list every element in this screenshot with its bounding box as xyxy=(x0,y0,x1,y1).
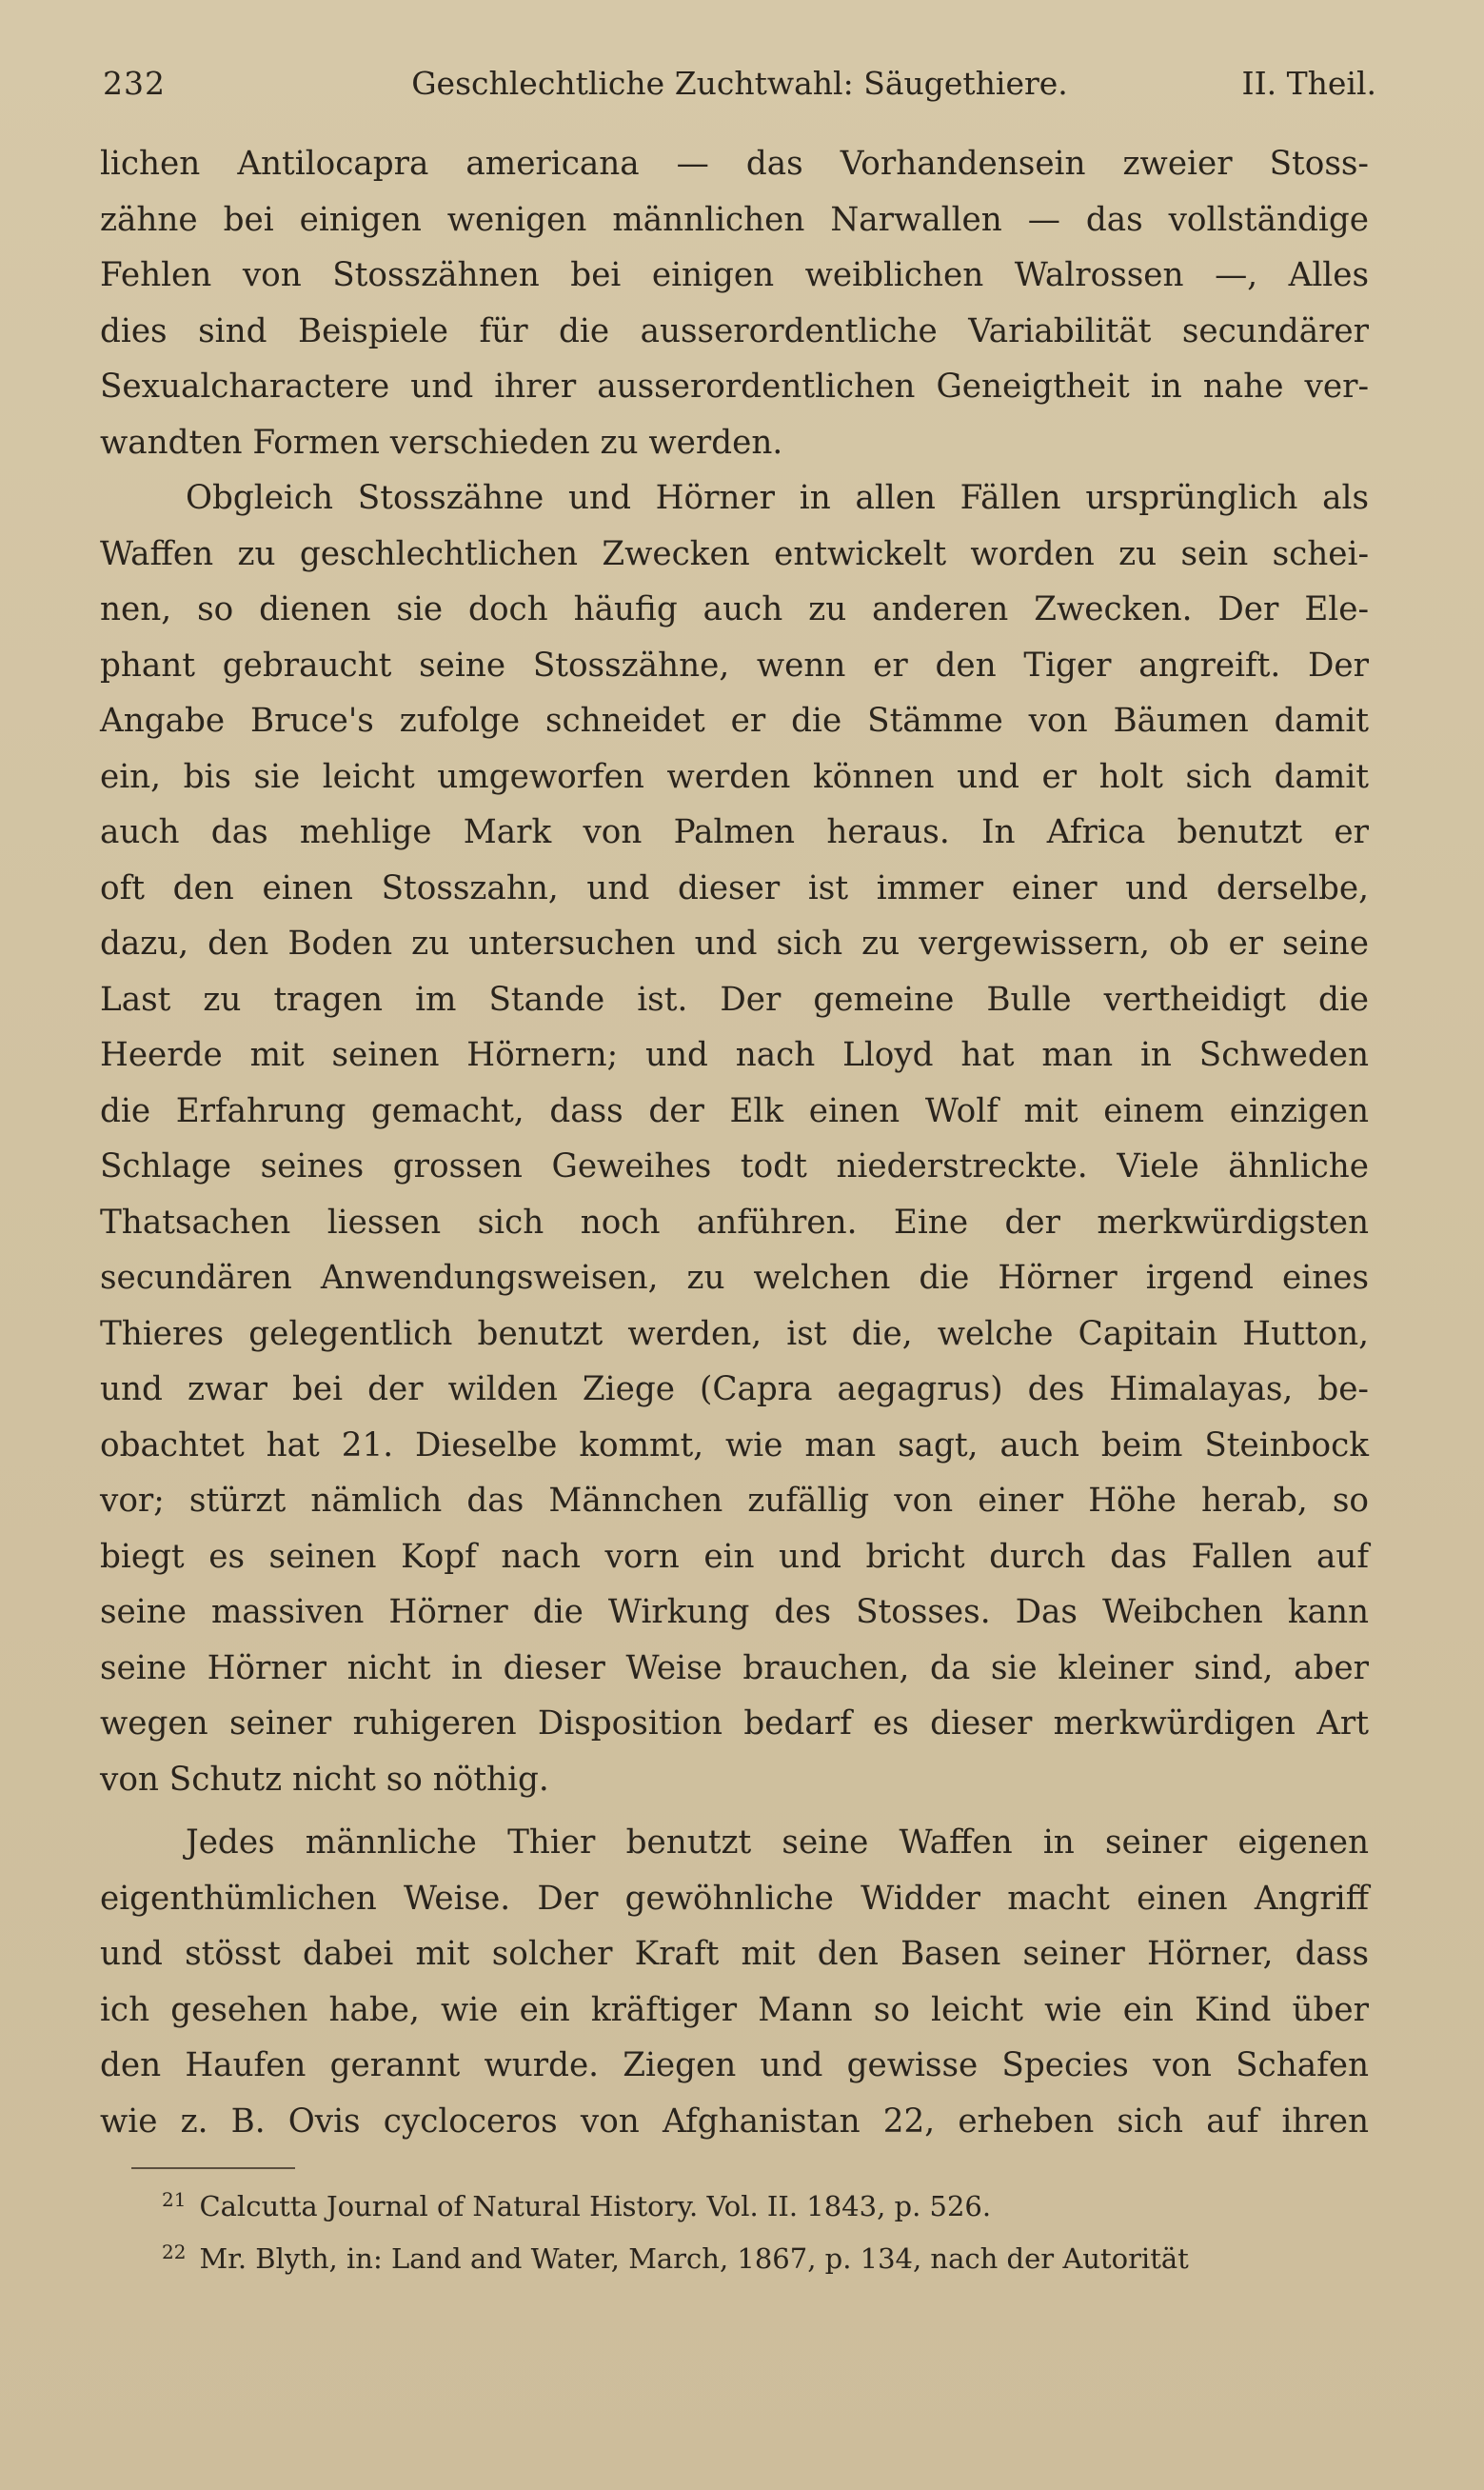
footnotes xyxy=(162,2177,1361,2281)
text-line: eigenthümlichen Weise. Der gewöhnliche Widder macht einen Angriff xyxy=(100,1879,1369,1918)
text-line: Thieres gelegentlich benutzt werden, ist die, welche Capitain Hutton, xyxy=(100,1314,1369,1353)
text-line: phant gebraucht seine Stosszähne, wenn er den Tiger angreift. Der xyxy=(100,646,1369,685)
text-line: biegt es seinen Kopf nach vorn ein und bricht durch das Fallen auf xyxy=(100,1537,1369,1576)
text-line: wandten Formen verschieden zu werden. xyxy=(100,423,783,462)
text-line: wie z. B. Ovis cycloceros von Afghanistan 22, erheben sich auf ihren xyxy=(100,2102,1369,2141)
text-line: seine Hörner nicht in dieser Weise brauchen, da sie kleiner sind, aber xyxy=(100,1648,1369,1687)
footnote-text: Mr. Blyth, in: Land and Water, March, 1867, p. 134, nach der Autorität xyxy=(199,2242,1189,2275)
footnote-21 xyxy=(162,2177,1361,2229)
text-line: und stösst dabei mit solcher Kraft mit den Basen seiner Hörner, dass xyxy=(100,1935,1369,1973)
text-line: Thatsachen liessen sich noch anführen. Eine der merkwürdigsten xyxy=(100,1203,1369,1242)
part-label: II. Theil. xyxy=(1241,65,1376,102)
text-line: Waffen zu geschlechtlichen Zwecken entwickelt worden zu sein schei- xyxy=(100,534,1369,573)
text-line: Last zu tragen im Stande ist. Der gemeine Bulle vertheidigt die xyxy=(100,980,1369,1019)
running-header xyxy=(103,55,1376,112)
text-line: seine massiven Hörner die Wirkung des Stosses. Das Weibchen kann xyxy=(100,1593,1369,1631)
text-line: Jedes männliche Thier benutzt seine Waffen in seiner eigenen xyxy=(186,1823,1369,1862)
text-line: zähne bei einigen wenigen männlichen Narwallen — das vollständige xyxy=(100,200,1369,239)
text-line: vor; stürzt nämlich das Männchen zufällig von einer Höhe herab, so xyxy=(100,1482,1369,1520)
footnote-22 xyxy=(162,2229,1361,2281)
text-line: ich gesehen habe, wie ein kräftiger Mann so leicht wie ein Kind über xyxy=(100,1990,1369,2029)
text-line: obachtet hat 21. Dieselbe kommt, wie man sagt, auch beim Steinbock xyxy=(100,1425,1369,1464)
text-line: von Schutz nicht so nöthig. xyxy=(100,1760,549,1799)
text-line: die Erfahrung gemacht, dass der Elk einen Wolf mit einem einzigen xyxy=(100,1091,1369,1130)
text-line: den Haufen gerannt wurde. Ziegen und gewisse Species von Schafen xyxy=(100,2046,1369,2084)
text-line: secundären Anwendungsweisen, zu welchen die Hörner irgend eines xyxy=(100,1259,1369,1297)
footnote-mark: 21 xyxy=(162,2188,187,2211)
text-line: oft den einen Stosszahn, und dieser ist immer einer und derselbe, xyxy=(100,868,1369,907)
text-line: ein, bis sie leicht umgeworfen werden können und er holt sich damit xyxy=(100,757,1369,796)
body-text xyxy=(100,136,1369,2149)
text-line: auch das mehlige Mark von Palmen heraus. In Africa benutzt er xyxy=(100,813,1369,851)
text-line: Obgleich Stosszähne und Hörner in allen Fällen ursprünglich als xyxy=(186,479,1369,517)
text-line: Heerde mit seinen Hörnern; und nach Lloyd hat man in Schweden xyxy=(100,1036,1369,1074)
text-line: Sexualcharactere und ihrer ausserordentlichen Geneigtheit in nahe ver- xyxy=(100,368,1369,406)
text-line: nen, so dienen sie doch häufig auch zu anderen Zwecken. Der Ele- xyxy=(100,590,1369,628)
footnote-text: Calcutta Journal of Natural History. Vol. II. 1843, p. 526. xyxy=(199,2190,992,2222)
text-line: Angabe Bruce's zufolge schneidet er die Stämme von Bäumen damit xyxy=(100,702,1369,740)
page-number: 232 xyxy=(103,65,166,102)
footnote-rule xyxy=(131,2167,295,2169)
footnote-mark: 22 xyxy=(162,2241,187,2263)
text-line: und zwar bei der wilden Ziege (Capra aegagrus) des Himalayas, be- xyxy=(100,1370,1369,1408)
text-line: lichen Antilocapra americana — das Vorhandensein zweier Stoss- xyxy=(100,145,1369,183)
text-line: dazu, den Boden zu untersuchen und sich zu vergewissern, ob er seine xyxy=(100,925,1369,963)
text-line: Fehlen von Stosszähnen bei einigen weiblichen Walrossen —, Alles xyxy=(100,256,1369,294)
text-line: wegen seiner ruhigeren Disposition bedarf es dieser merkwürdigen Art xyxy=(100,1704,1369,1743)
text-line: Schlage seines grossen Geweihes todt niederstreckte. Viele ähnliche xyxy=(100,1147,1369,1185)
text-line: dies sind Beispiele für die ausserordentliche Variabilität secundärer xyxy=(100,311,1369,350)
running-title: Geschlechtliche Zuchtwahl: Säugethiere. xyxy=(411,65,1068,102)
